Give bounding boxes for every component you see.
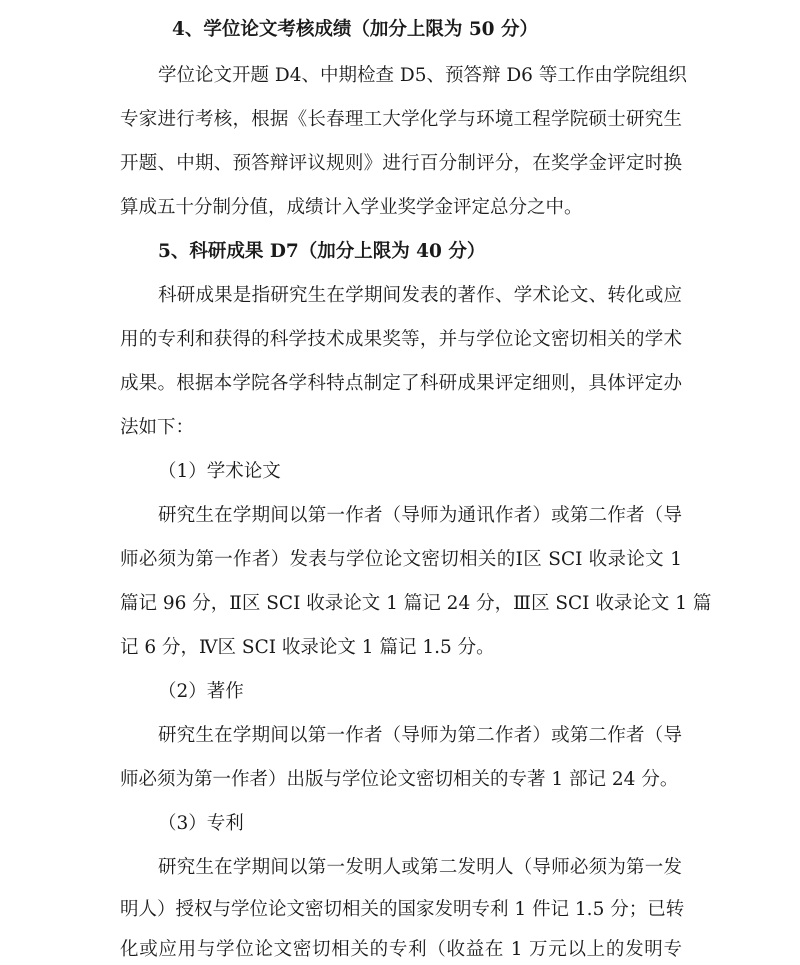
- paragraph-line: 科研成果是指研究生在学期间发表的著作、学术论文、转化或应: [158, 285, 682, 306]
- document-page: [120, 0, 712, 960]
- paragraph-line: 记 6 分，Ⅳ区 SCI 收录论文 1 篇记 1.5 分。: [120, 637, 495, 658]
- subsection-heading-patents: （3）专利: [158, 813, 244, 834]
- paragraph-line: 篇记 96 分，Ⅱ区 SCI 收录论文 1 篇记 24 分，Ⅲ区 SCI 收录论文 1 篇: [120, 593, 712, 614]
- subsection-heading-books: （2）著作: [158, 681, 244, 702]
- paragraph-line: 学位论文开题 D4、中期检查 D5、预答辩 D6 等工作由学院组织: [158, 65, 687, 86]
- paragraph-line: 化或应用与学位论文密切相关的专利（收益在 1 万元以上的发明专: [120, 939, 682, 960]
- paragraph-line: 研究生在学期间以第一作者（导师为第二作者）或第二作者（导: [158, 725, 682, 746]
- paragraph-line: 开题、中期、预答辩评议规则》进行百分制评分，在奖学金评定时换: [120, 153, 682, 174]
- paragraph-line: 明人）授权与学位论文密切相关的国家发明专利 1 件记 1.5 分；已转: [120, 899, 685, 920]
- paragraph-line: 用的专利和获得的科学技术成果奖等，并与学位论文密切相关的学术: [120, 329, 682, 350]
- paragraph-line: 算成五十分制分值，成绩计入学业奖学金评定总分之中。: [120, 197, 583, 218]
- paragraph-line: 专家进行考核，根据《长春理工大学化学与环境工程学院硕士研究生: [120, 109, 682, 130]
- paragraph-line: 成果。根据本学院各学科特点制定了科研成果评定细则，具体评定办: [120, 373, 682, 394]
- section-heading-4: 4、学位论文考核成绩（加分上限为 50 分）: [172, 19, 538, 40]
- paragraph-line: 师必须为第一作者）发表与学位论文密切相关的Ⅰ区 SCI 收录论文 1: [120, 549, 682, 570]
- paragraph-line: 研究生在学期间以第一作者（导师为通讯作者）或第二作者（导: [158, 505, 682, 526]
- subsection-heading-papers: （1）学术论文: [158, 461, 281, 482]
- section-heading-5: 5、科研成果 D7（加分上限为 40 分）: [158, 241, 486, 262]
- paragraph-line: 法如下：: [120, 417, 195, 438]
- paragraph-line: 师必须为第一作者）出版与学位论文密切相关的专著 1 部记 24 分。: [120, 769, 679, 790]
- paragraph-line: 研究生在学期间以第一发明人或第二发明人（导师必须为第一发: [158, 857, 682, 878]
